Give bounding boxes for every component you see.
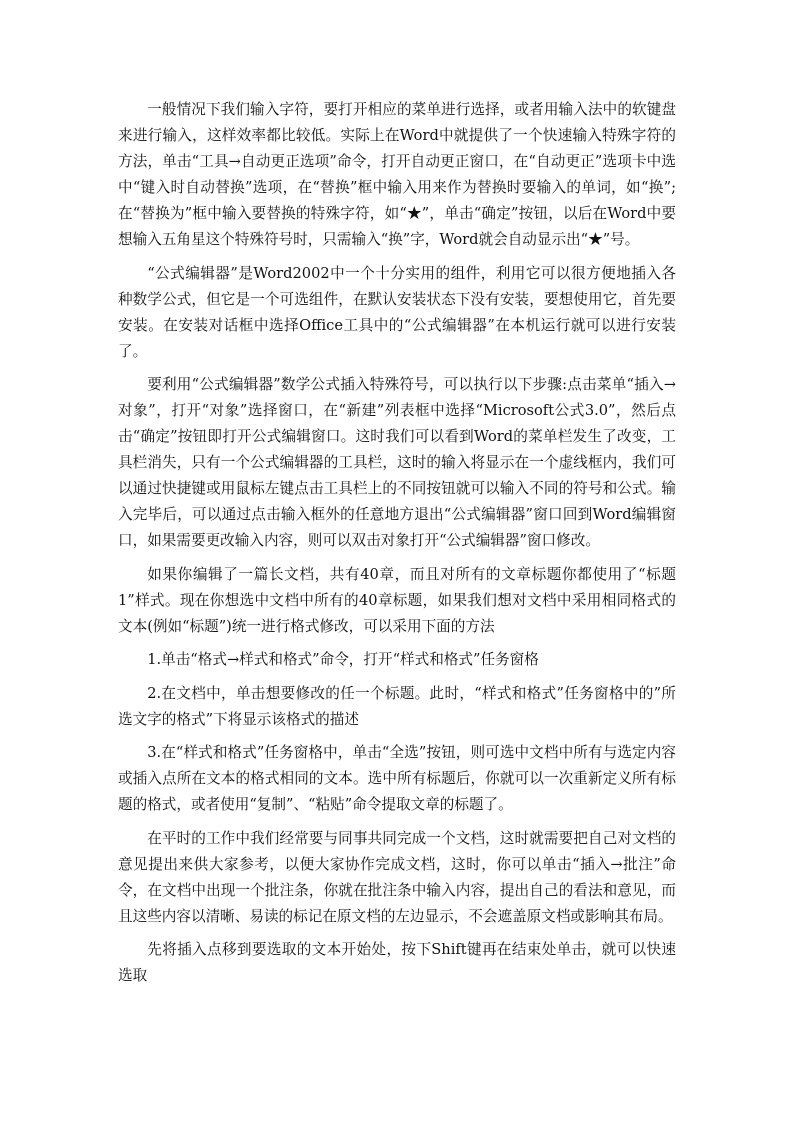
paragraph-step-2: 2.在文档中，单击想要修改的任一个标题。此时，“样式和格式”任务窗格中的”所选文字的格式”下将显示该格式的描述 [118,684,676,728]
document-body [118,97,676,997]
paragraph-special-characters: 一般情况下我们输入字符，要打开相应的菜单进行选择，或者用输入法中的软键盘来进行输入，这样效率都比较低。实际上在Word中就提供了一个快速输入特殊字符的方法，单击“工具→自动更正选项”命令，打开自动更正窗口，在“自动更正”选项卡中选中“键入时自动替换”选项，在“替换”框中输入用来作为替换时要输入的单词，如“换”;在“替换为”框中输入要替换的特殊字符，如“★”，单击“确定”按钮，以后在Word中要想输入五角星这个特殊符号时，只需输入“换”字，Word就会自动显示出“★”号。 [118,101,676,248]
paragraph-step-3: 3.在“样式和格式”任务窗格中，单击“全选”按钮，则可选中文档中所有与选定内容或插入点所在文本的格式相同的文本。选中所有标题后，你就可以一次重新定义所有标题的格式，或者使用“复制”、“粘贴”命令提取文章的标题了。 [118,744,676,813]
paragraph-shift-select: 先将插入点移到要选取的文本开始处，按下Shift键再在结束处单击，就可以快速选取 [118,941,676,984]
paragraph-equation-editor-usage: 要利用“公式编辑器”数学公式插入特殊符号，可以执行以下步骤:点击菜单“插入→对象”，打开“对象”选择窗口，在“新建”列表框中选择“Microsoft公式3.0”，然后点击“确定”按钮即打开公式编辑窗口。这时我们可以看到Word的菜单栏发生了改变，工具栏消失，只有一个公式编辑器的工具栏，这时的输入将显示在一个虚线框内，我们可以通过快捷键或用鼠标左键点击工具栏上的不同按钮就可以输入不同的符号和公式。输入完毕后，可以通过点击输入框外的任意地方退出“公式编辑器”窗口回到Word编辑窗口，如果需要更改输入内容，则可以双击对象打开“公式编辑器”窗口修改。 [118,376,676,549]
paragraph-long-document-styles: 如果你编辑了一篇长文档，共有40章，而且对所有的文章标题你都使用了“标题1”样式。现在你想选中文档中所有的40章标题，如果我们想对文档中采用相同格式的文本(例如“标题”)统一进行格式修改，可以采用下面的方法 [118,565,676,635]
paragraph-step-1: 1.单击“格式→样式和格式”命令，打开“样式和格式”任务窗格 [147,651,539,668]
paragraph-comments: 在平时的工作中我们经常要与同事共同完成一个文档，这时就需要把自己对文档的意见提出来供大家参考，以便大家协作完成文档，这时，你可以单击“插入→批注”命令，在文档中出现一个批注条，你就在批注条中输入内容，提出自己的看法和意见，而且这些内容以清晰、易读的标记在原文档的左边显示，不会遮盖原文档或影响其布局。 [118,829,676,925]
paragraph-equation-editor-intro: “公式编辑器”是Word2002中一个十分实用的组件，利用它可以很方便地插入各种数学公式，但它是一个可选组件，在默认安装状态下没有安装，要想使用它，首先要安装。在安装对话框中选择Office工具中的“公式编辑器”在本机运行就可以进行安装了。 [118,264,676,360]
